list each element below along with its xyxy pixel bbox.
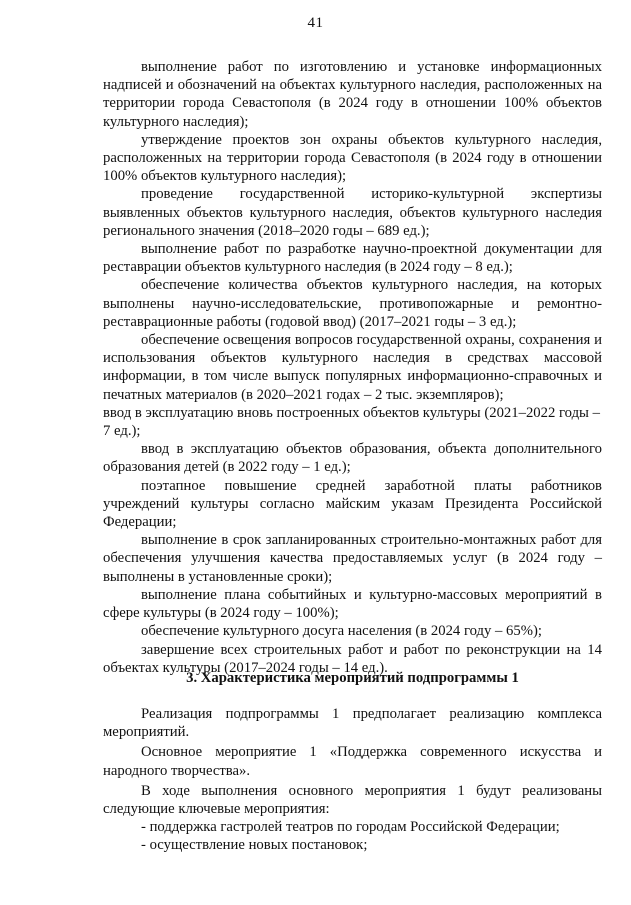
paragraph: В ходе выполнения основного мероприятия 1 будут реализованы следующие ключевые мероприятия: [103, 782, 602, 818]
section-body [103, 705, 602, 855]
paragraph: выполнение в срок запланированных строительно-монтажных работ для обеспечения улучшения качества предоставляемых услуг (в 2024 году – выполнены в установленные сроки); [103, 532, 602, 585]
paragraph: завершение всех строительных работ и работ по реконструкции на 14 объектах культуры (2017–2024 годы – 14 ед.). [103, 641, 602, 676]
paragraph: обеспечение количества объектов культурного наследия, на которых выполнены научно-исследовательские, противопожарные и ремонтно-реставрационные работы (годовой ввод) (2017–2021 годы – 3 ед.); [103, 277, 602, 330]
paragraph: обеспечение освещения вопросов государственной охраны, сохранения и использования объектов культурного наследия в средствах массовой информации, в том числе выпуск популярных информационно-справочных и печатных материалов (в 2020–2021 годах – 2 тыс. экземпляров); [103, 332, 602, 403]
paragraph: проведение государственной историко-культурной экспертизы выявленных объектов культурного наследия, объектов культурного наследия регионального значения (2018–2020 годы – 689 ед.); [103, 186, 602, 239]
body-text [103, 58, 602, 677]
paragraph: ввод в эксплуатацию объектов образования, объекта дополнительного образования детей (в 2022 году – 1 ед.); [103, 441, 602, 476]
paragraph: утверждение проектов зон охраны объектов культурного наследия, расположенных на территории города Севастополя (в 2024 году в отношении 100% объектов культурного наследия); [103, 131, 602, 185]
list-item: - поддержка гастролей театров по городам Российской Федерации; [141, 819, 560, 836]
paragraph: обеспечение культурного досуга населения (в 2024 году – 65%); [141, 623, 542, 640]
list-item: - осуществление новых постановок; [141, 837, 368, 854]
page-number: 41 [307, 15, 324, 31]
paragraph: поэтапное повышение средней заработной платы работников учреждений культуры согласно майским указам Президента Российской Федерации; [103, 477, 602, 531]
paragraph: Реализация подпрограммы 1 предполагает реализацию комплекса мероприятий. [103, 706, 602, 741]
paragraph: Основное мероприятие 1 «Поддержка современного искусства и народного творчества». [103, 744, 602, 779]
paragraph: выполнение плана событийных и культурно-массовых мероприятий в сфере культуры (в 2024 году – 100%); [103, 586, 602, 622]
paragraph: выполнение работ по разработке научно-проектной документации для реставрации объектов культурного наследия (в 2024 году – 8 ед.); [103, 241, 602, 276]
section-heading: 3. Характеристика мероприятий подпрограммы 1 [186, 670, 519, 686]
paragraph: выполнение работ по изготовлению и установке информационных надписей и обозначений на объектах культурного наследия, расположенных на территории города Севастополя (в 2024 году в отношении 100% объектов культурного наследия); [103, 59, 602, 130]
paragraph: ввод в эксплуатацию вновь построенных объектов культуры (2021–2022 годы – 7 ед.); [103, 404, 600, 440]
